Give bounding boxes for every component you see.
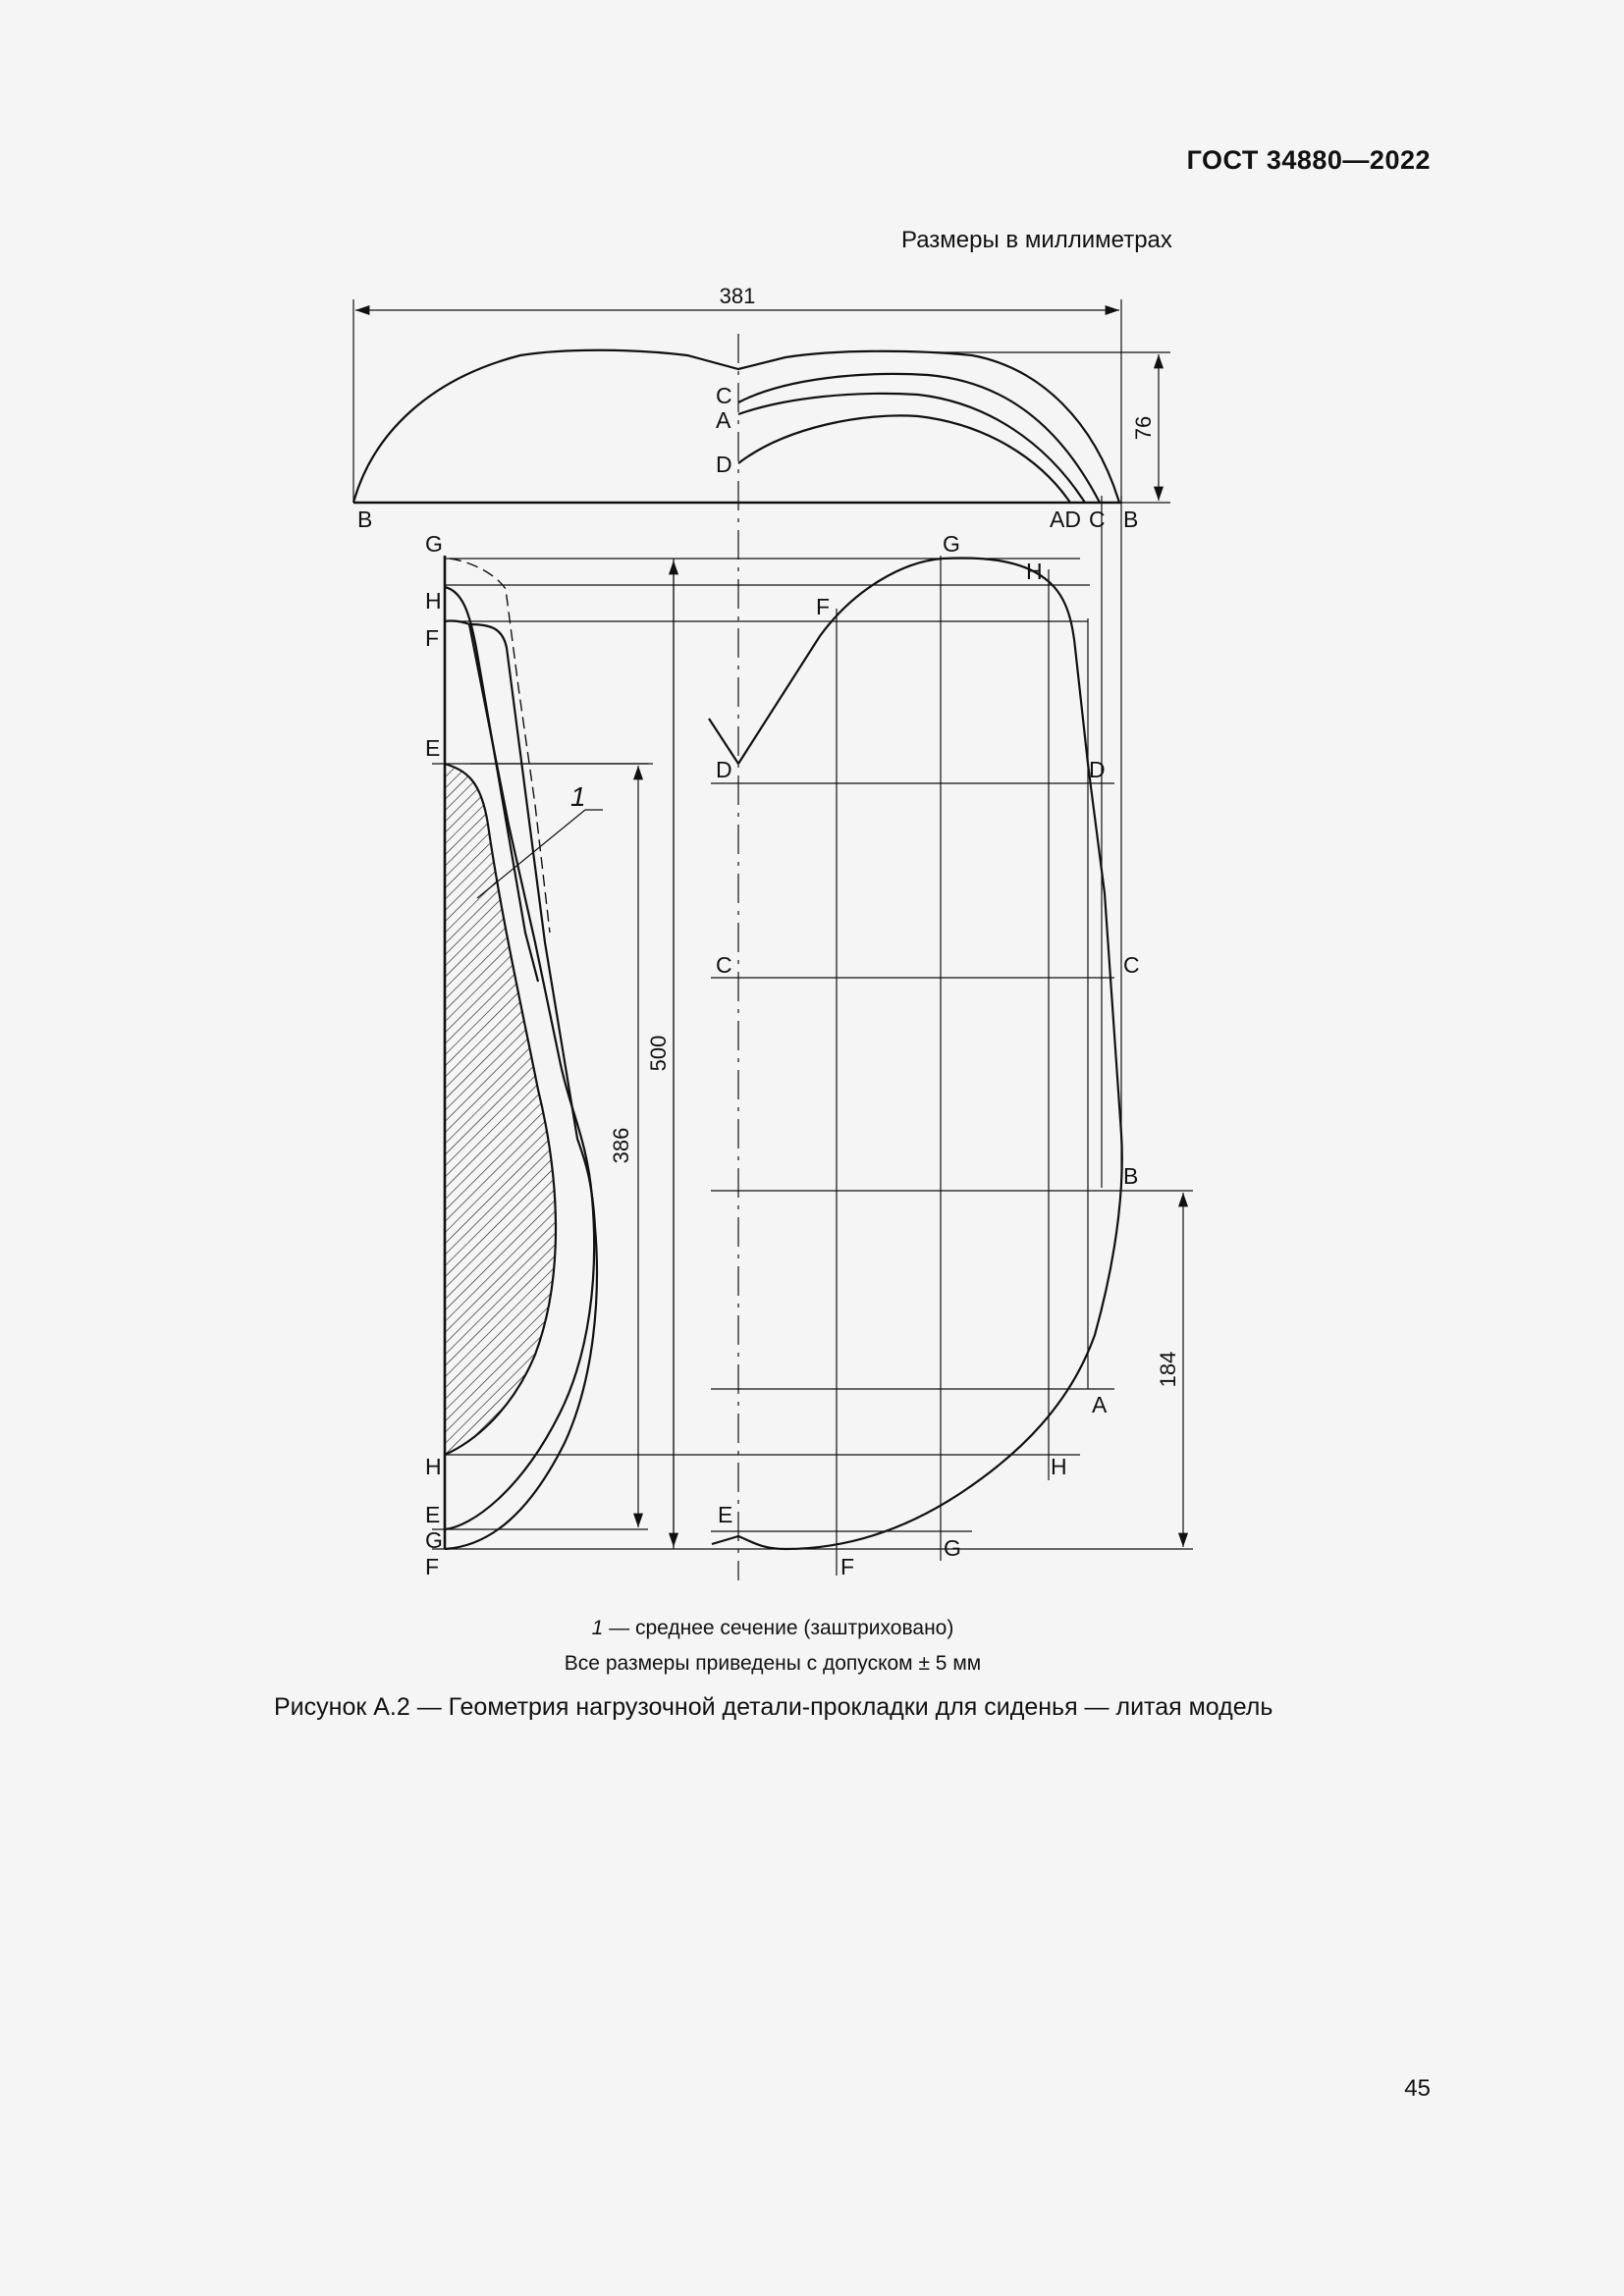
label-b-left: B	[357, 507, 373, 532]
callout-1: 1	[570, 781, 586, 812]
dim-length-184: 184	[1156, 1351, 1180, 1388]
label-f-side-bottom: F	[425, 1554, 440, 1579]
dim-height-76: 76	[1131, 415, 1156, 441]
label-c-top: C	[716, 383, 732, 408]
label-d-plan-left: D	[716, 757, 732, 782]
label-d-top: D	[716, 452, 732, 477]
tolerance-note: Все размеры приведены с допуском ± 5 мм	[564, 1652, 982, 1675]
label-c-right-top: C	[1089, 507, 1106, 532]
label-d-plan-right: D	[1089, 757, 1106, 782]
label-f-plan-top: F	[816, 594, 831, 619]
label-h-plan-bottom: H	[1051, 1454, 1067, 1479]
label-g-side-bottom: G	[425, 1527, 443, 1553]
label-g-plan-top: G	[943, 531, 960, 557]
label-h-side-bottom: H	[425, 1454, 442, 1479]
legend-text: — среднее сечение (заштриховано)	[603, 1617, 954, 1639]
label-e-plan-bottom: E	[718, 1502, 733, 1527]
label-e-side: E	[425, 735, 441, 761]
dim-width-381: 381	[719, 284, 756, 308]
label-a-plan-right: A	[1092, 1392, 1108, 1417]
legend-number: 1	[591, 1617, 604, 1639]
units-note: Размеры в миллиметрах	[901, 227, 1172, 253]
label-g-plan-bottom: G	[944, 1535, 961, 1561]
page-number: 45	[1404, 2075, 1431, 2102]
label-h-plan-top: H	[1026, 559, 1043, 584]
label-e-side-bottom: E	[425, 1502, 441, 1527]
label-f-side: F	[425, 625, 440, 651]
label-a-top: A	[716, 407, 731, 433]
document-header: ГОСТ 34880—2022	[1186, 145, 1431, 175]
dim-length-386: 386	[609, 1127, 633, 1164]
label-f-plan-bottom: F	[840, 1554, 855, 1579]
label-c-plan-left: C	[716, 952, 732, 978]
label-c-plan-right: C	[1123, 952, 1140, 978]
label-g-side: G	[425, 531, 443, 557]
figure-legend	[0, 1617, 1585, 1640]
label-b-plan-right: B	[1123, 1163, 1139, 1189]
label-ad-top: AD	[1050, 507, 1081, 532]
figure-title: Рисунок А.2 — Геометрия нагрузочной детали-прокладки для сиденья — литая модель	[274, 1693, 1273, 1721]
label-h-side: H	[425, 588, 442, 614]
label-b-right-top: B	[1123, 507, 1139, 532]
dim-length-500: 500	[646, 1035, 671, 1072]
